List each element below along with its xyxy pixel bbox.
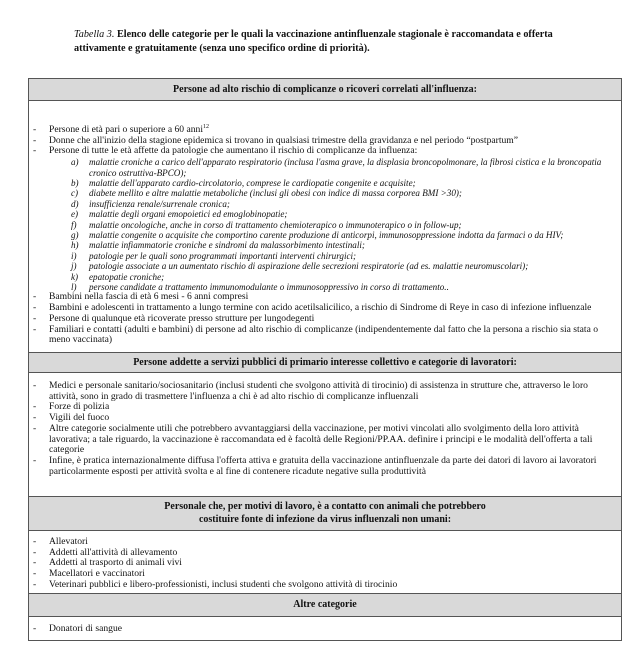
sub-item: h) malattie infiammatorie croniche e sindromi da malassorbimento intestinali; — [71, 240, 365, 251]
sub-item: g) malattie congenite o acquisite che comportino carente produzione di anticorpi, immunosoppressione indotta da farmaci o da HIV; — [71, 229, 564, 240]
list-item: - Vigili del fuoco — [29, 413, 621, 424]
section-header-line: Personale che, per motivi di lavoro, è a contatto con animali che potrebbero — [164, 501, 486, 512]
section-header-other: Altre categorie — [29, 594, 621, 617]
table-caption — [74, 28, 594, 55]
section-header-animal-contact — [29, 497, 621, 531]
list-item: - Donne che all'inizio della stagione epidemica si trovano in qualsiasi trimestre della gravidanza e nel periodo “postpartum” — [29, 136, 621, 147]
footnote-ref: 12 — [202, 123, 209, 130]
sub-item: e) malattie degli organi emopoietici ed emoglobinopatie; — [71, 209, 288, 220]
caption-text: Elenco delle categorie per le quali la vaccinazione antinfluenzale stagionale è raccomandata e offerta attivamente e gratuitamente (senza uno specifico ordine di priorità). — [74, 29, 553, 54]
list-item: - Macellatori e vaccinatori — [29, 569, 621, 580]
sub-item: b) malattie dell'apparato cardio-circolatorio, comprese le cardiopatie congenite e acquisite; — [71, 177, 416, 188]
sub-item: l) persone candidate a trattamento immunomodulante o immunosoppressivo in corso di trattamento.. — [71, 281, 449, 292]
section-body-animal-contact — [29, 531, 621, 594]
sub-item: a) malattie croniche a carico dell'apparato respiratorio (inclusa l'asma grave, la displasia broncopolmonare, la fibrosi cistica e la broncopatia cronico ostruttiva-BPCO); — [71, 157, 602, 178]
list-item: - Addetti al trasporto di animali vivi — [29, 558, 621, 569]
sub-item: j) patologie associate a un aumentato rischio di aspirazione delle secrezioni respiratorie (ad es. malattie neuromuscolari); — [71, 261, 529, 272]
list-item: - Persone di qualunque età ricoverate presso strutture per lungodegenti — [29, 314, 621, 325]
sub-item: k) epatopatie croniche; — [71, 271, 165, 282]
list-item: - Bambini nella fascia di età 6 mesi - 6 anni compresi — [29, 292, 621, 303]
section-body-other — [29, 617, 621, 640]
section-header-high-risk: Persone ad alto rischio di complicanze o ricoveri correlati all'influenza: — [29, 79, 621, 101]
list-item: - Forze di polizia — [29, 402, 621, 413]
caption-label: Tabella 3. — [74, 29, 115, 40]
sub-item: d) insufficienza renale/surrenale cronica; — [71, 198, 230, 209]
section-body-public-services — [29, 373, 621, 497]
list-item: - Persone di tutte le età affette da patologie che aumentano il rischio di complicanze da influenza: — [29, 146, 621, 157]
sub-item: c) diabete mellito e altre malattie metaboliche (inclusi gli obesi con indice di massa corporea BMI >30); — [71, 188, 462, 199]
section-header-line: costituire fonte di infezione da virus influenzali non umani: — [198, 513, 452, 525]
list-item: - Addetti all'attività di allevamento — [29, 548, 621, 559]
list-item: - Altre categorie socialmente utili che potrebbero avvantaggiarsi della vaccinazione, per motivi vincolati allo svolgimento della loro attività lavorativa; a tale riguardo, la vaccinazione è raccomandata ed è facoltà delle Regioni/PP.AA. definire i principi e le modalità dell'offerta a tali categorie — [29, 424, 621, 456]
section-header-public-services: Persone addette a servizi pubblici di primario interesse collettivo e categorie di lavoratori: — [29, 353, 621, 373]
list-item: - Veterinari pubblici e libero-professionisti, inclusi studenti che svolgono attività di tirocinio — [29, 580, 621, 591]
sub-item: f) malattie oncologiche, anche in corso di trattamento chemioterapico o immunoterapico o in follow-up; — [71, 219, 462, 230]
list-item: - Infine, è pratica internazionalmente diffusa l'offerta attiva e gratuita della vaccinazione antinfluenzale da parte dei datori di lavoro ai lavoratori particolarmente esposti per attività svolta e al fine di contenere ricadute negative sulla produttività — [29, 456, 621, 477]
sub-item: i) patologie per le quali sono programmati importanti interventi chirurgici; — [71, 250, 357, 261]
list-item: - Allevatori — [29, 537, 621, 548]
list-item: - Familiari e contatti (adulti e bambini) di persone ad alto rischio di complicanze (indipendentemente dal fatto che la persona a rischio sia stata o meno vaccinata) — [29, 325, 621, 346]
section-body-high-risk — [29, 101, 621, 353]
list-item: - Donatori di sangue — [29, 624, 621, 635]
categories-table — [28, 78, 622, 641]
list-item: - Persone di età pari o superiore a 60 anni$^{12}$ — [29, 125, 621, 136]
list-item: - Medici e personale sanitario/sociosanitario (inclusi studenti che svolgono attività di tirocinio) di assistenza in strutture che, attraverso le loro attività, sono in grado di trasmettere l'influenza a chi è ad alto rischio di complicanze influenzali — [29, 381, 621, 402]
list-item: - Bambini e adolescenti in trattamento a lungo termine con acido acetilsalicilico, a rischio di Sindrome di Reye in caso di infezione influenzale — [29, 303, 621, 314]
